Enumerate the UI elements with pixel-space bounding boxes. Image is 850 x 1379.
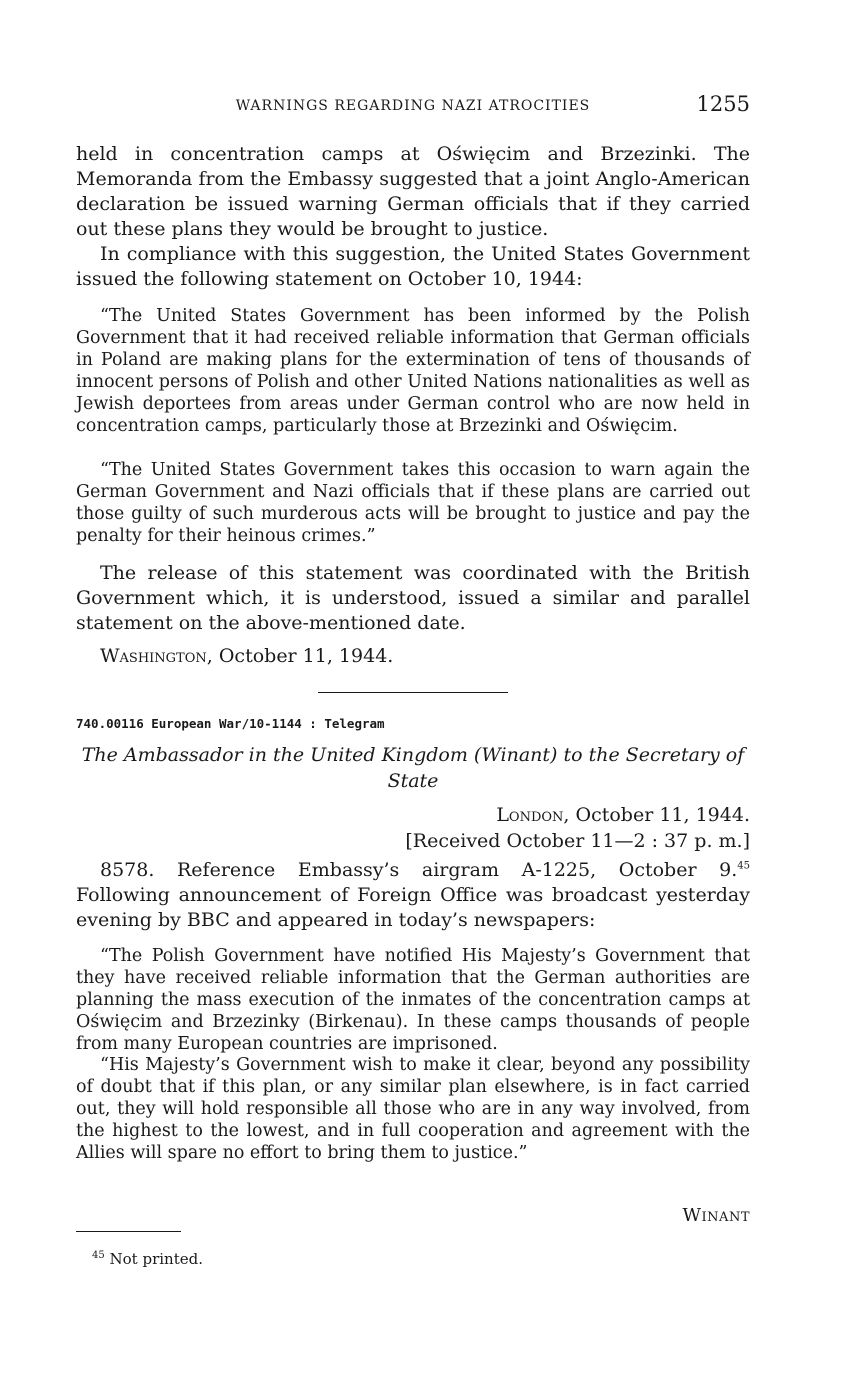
telegram-text-a: 8578. Reference Embassy’s airgram A-1225, October 9. <box>100 859 738 881</box>
file-reference: 740.00116 European War/10-1144 : Telegram <box>76 716 385 731</box>
london-place: London, <box>496 804 570 826</box>
quote-uk-2: “His Majesty’s Government wish to make it clear, beyond any possibility of doubt that if this plan, or any similar plan elsewhere, is in fact carried out, they will hold responsible all those who are in any way involved, from the highest to the lowest, and in full cooperation and agreement with the Allies will spare no effort to bring them to justice.” <box>76 1055 750 1163</box>
received-line: [Received October 11—2 : 37 p. m.] <box>405 830 750 852</box>
dateline-date: October 11, 1944. <box>218 645 394 667</box>
section-divider <box>318 692 508 693</box>
footnote <box>92 1250 203 1268</box>
quote-us-2: “The United States Government takes this occasion to warn again the German Government and Nazi officials that if these plans are carried out those guilty of such murderous acts will be brought to justice and pay the penalty for their heinous crimes.” <box>76 460 750 546</box>
footnote-number: 45 <box>92 1250 105 1261</box>
paragraph-2: In compliance with this suggestion, the United States Government issued the following statement on October 10, 1944: <box>76 243 750 290</box>
document-title: The Ambassador in the United Kingdom (Winant) to the Secretary of State <box>81 744 745 792</box>
washington-dateline <box>76 644 750 669</box>
footnote-marker: 45 <box>737 860 750 872</box>
running-head: WARNINGS REGARDING NAZI ATROCITIES <box>235 98 591 114</box>
footnote-text: Not printed. <box>109 1250 203 1268</box>
signature: Winant <box>682 1205 750 1226</box>
london-date: October 11, 1944. <box>575 804 750 826</box>
quote-us-1: “The United States Government has been informed by the Polish Government that it had received reliable information that German officials in Poland are making plans for the extermination of tens of thousands of innocent persons of Polish and other United Nations nationalities as well as Jewish deportees from areas under German control who are now held in concentration camps, particularly those at Brzezinki and Oświęcim. <box>76 306 750 436</box>
dateline-place: Washington, <box>100 645 213 667</box>
footnote-rule <box>76 1231 181 1232</box>
paragraph-1: held in concentration camps at Oświęcim and Brzezinki. The Memoranda from the Embassy suggested that a joint Anglo-American declaration be issued warning German officials that if they carried out these plans they would be brought to justice. <box>76 143 750 240</box>
page-number: 1255 <box>696 92 750 116</box>
paragraph-3: The release of this statement was coordinated with the British Government which, it is understood, issued a similar and parallel statement on the above-mentioned date. <box>76 562 750 634</box>
london-dateline <box>496 802 750 828</box>
telegram-text-b: Following announcement of Foreign Office was broadcast yesterday evening by BBC and appeared in today’s newspapers: <box>76 884 750 931</box>
telegram-paragraph <box>76 858 750 933</box>
page-header <box>76 92 750 122</box>
quote-uk-1: “The Polish Government have notified His Majesty’s Government that they have received reliable information that the German authorities are planning the mass execution of the inmates of the concentration camps at Oświęcim and Brzezinky (Birkenau). In these camps thousands of people from many European countries are imprisoned. <box>76 946 750 1054</box>
